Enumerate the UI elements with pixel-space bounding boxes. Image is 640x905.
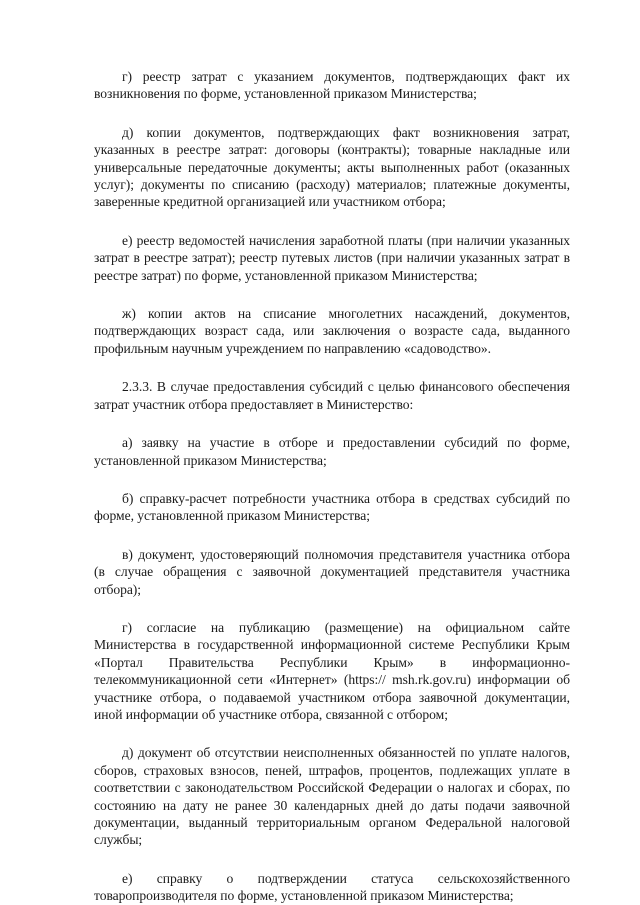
paragraph-d-tax-certificate: д) документ об отсутствии неисполненных обязанностей по уплате налогов, сборов, страховых взносов, пеней, штрафов, процентов, подлежащих уплате в соответствии с законодательством Российской Федерации о налогах и сборах, по состоянию на дату не ранее 30 календарных дней до даты подачи заявочной документации, выданный территориальным органом Федеральной налоговой службы; — [94, 745, 570, 848]
paragraph-d-document-copies: д) копии документов, подтверждающих факт возникновения затрат, указанных в реестре затрат: договоры (контракты); товарные накладные или универсальные передаточные документы; акты выполненных работ (оказанных услуг); документы по списанию (расходу) материалов; платежные документы, заверенные кредитной организацией или участником отбора; — [94, 124, 570, 210]
paragraph-zh-write-off-acts: ж) копии актов на списание многолетних насаждений, документов, подтверждающих возраст сада, или заключения о возрасте сада, выданного профильным научным учреждением по направлению «садоводство». — [94, 306, 570, 356]
paragraph-2-3-3-section: 2.3.3. В случае предоставления субсидий с целью финансового обеспечения затрат участник отбора предоставляет в Министерство: — [94, 379, 570, 412]
paragraph-v-authority-document: в) документ, удостоверяющий полномочия представителя участника отбора (в случае обращения с заявочной документацией представителя участника отбора); — [94, 546, 570, 597]
paragraph-e-producer-status: е) справку о подтверждении статуса сельскохозяйственного товаропроизводителя по форме, установленной приказом Министерства; — [94, 870, 570, 904]
paragraph-a-application: а) заявку на участие в отборе и предоставлении субсидий по форме, установленной приказом Министерства; — [94, 435, 570, 468]
paragraph-e-payroll-registry: е) реестр ведомостей начисления заработной платы (при наличии указанных затрат в реестре затрат); реестр путевых листов (при наличии указанных затрат в реестре затрат) по форме, установленной приказом Министерства; — [94, 232, 570, 283]
paragraph-g-publication-consent: г) согласие на публикацию (размещение) на официальном сайте Министерства в государственной информационной системе Республики Крым «Портал Правительства Республики Крым» в информационно-телекоммуникационной сети «Интернет» (https:// msh.rk.gov.ru) информации об участнике отбора, о подаваемой участником отбора заявочной документации, иной информации об участнике отбора, связанной с отбором; — [94, 619, 570, 722]
paragraph-b-calculation: б) справку-расчет потребности участника отбора в средствах субсидий по форме, установленной приказом Министерства; — [94, 490, 570, 524]
paragraph-g-expense-registry: г) реестр затрат с указанием документов, подтверждающих факт их возникновения по форме, установленной приказом Министерства; — [94, 69, 570, 102]
